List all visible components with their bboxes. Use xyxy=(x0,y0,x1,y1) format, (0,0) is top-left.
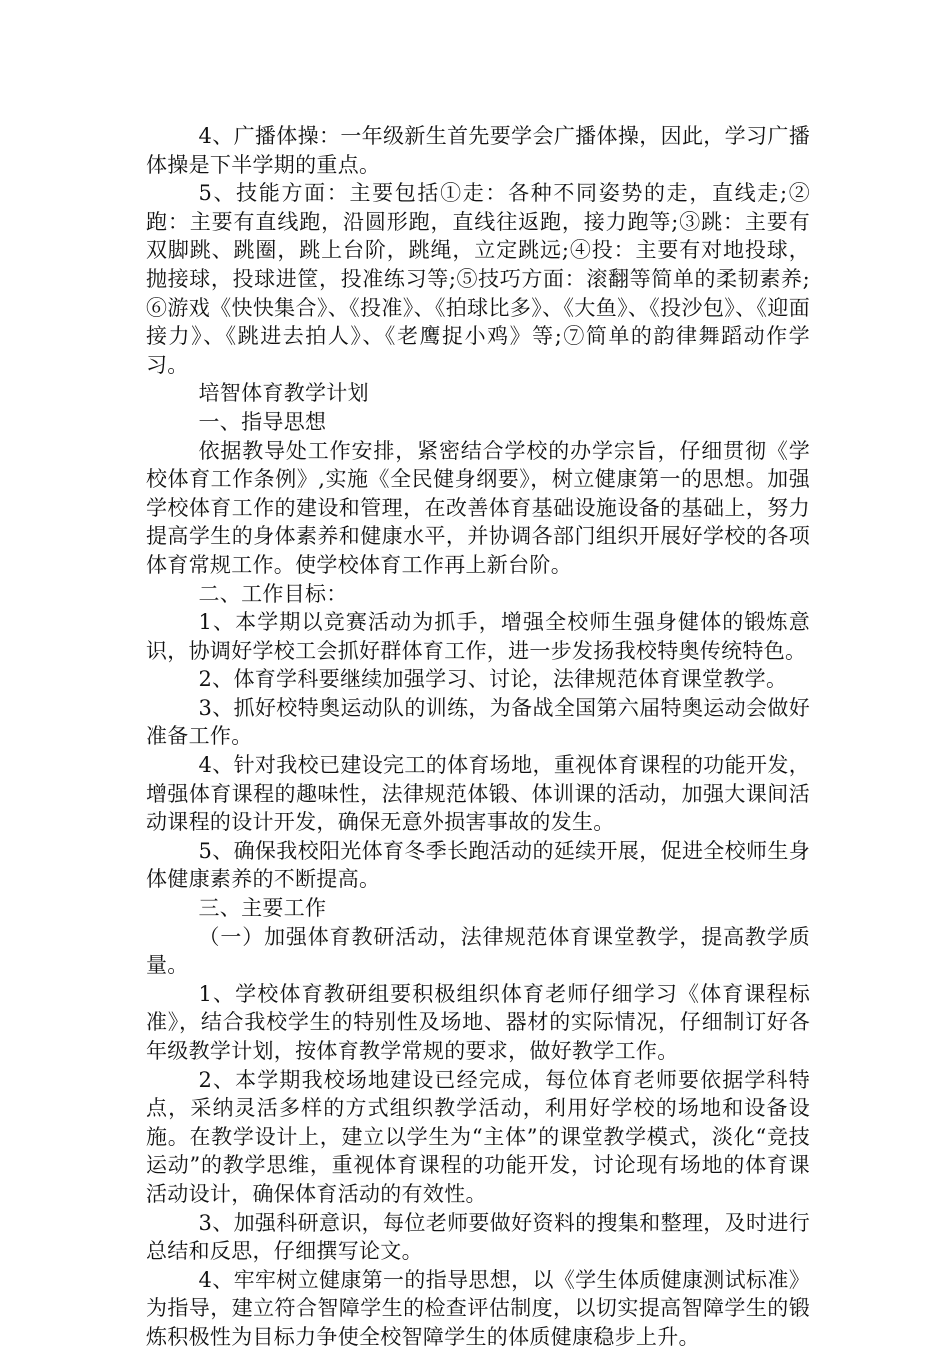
paragraph-guiding-ideology: 依据教导处工作安排，紧密结合学校的办学宗旨，仔细贯彻《学校体育工作条例》,实施《全民健身纲要》，树立健康第一的思想。加强学校体育工作的建设和管理，在改善体育基础设施设备的基础上，努力提高学生的身体素养和健康水平，并协调各部门组织开展好学校的各项体育常规工作。使学校体育工作再上新台阶。 xyxy=(146,438,810,577)
paragraph-skills: 5、技能方面：主要包括①走：各种不同姿势的走，直线走;②跑：主要有直线跑，沿圆形跑，直线往返跑，接力跑等;③跳：主要有双脚跳、跳圈，跳上台阶，跳绳，立定跳远;④投：主要有对地投球，抛接球，投球进筐，投准练习等;⑤技巧方面：滚翻等简单的柔韧素养;⑥游戏《快快集合》、《投准》、《拍球比多》、《大鱼》、《投沙包》、《迎面接力》、《跳进去拍人》、《老鹰捉小鸡》等;⑦简单的韵律舞蹈动作学习。 xyxy=(146,181,810,377)
paragraph-broadcast-exercise: 4、广播体操：一年级新生首先要学会广播体操，因此，学习广播体操是下半学期的重点。 xyxy=(146,124,810,177)
paragraph-work-1: 1、学校体育教研组要积极组织体育老师仔细学习《体育课程标准》，结合我校学生的特别性及场地、器材的实际情况，仔细制订好各年级教学计划，按体育教学常规的要求，做好教学工作。 xyxy=(146,981,810,1063)
heading-guiding-ideology: 一、指导思想 xyxy=(198,409,327,434)
subheading-teaching-research: （一）加强体育教研活动，法律规范体育课堂教学，提高教学质量。 xyxy=(146,924,810,978)
section-title-plan: 培智体育教学计划 xyxy=(198,381,369,406)
paragraph-goal-5: 5、确保我校阳光体育冬季长跑活动的延续开展，促进全校师生身体健康素养的不断提高。 xyxy=(146,838,810,892)
paragraph-work-2: 2、本学期我校场地建设已经完成，每位体育老师要依据学科特点，采纳灵活多样的方式组织教学活动，利用好学校的场地和设备设施。在教学设计上，建立以学生为“主体”的课堂教学模式，淡化“竞技运动”的教学思维，重视体育课程的功能开发，讨论现有场地的体育课活动设计，确保体育活动的有效性。 xyxy=(146,1067,810,1206)
heading-work-goals: 二、工作目标： xyxy=(198,581,348,606)
paragraph-goal-3: 3、抓好校特奥运动队的训练，为备战全国第六届特奥运动会做好准备工作。 xyxy=(146,695,810,749)
paragraph-goal-2: 2、体育学科要继续加强学习、讨论，法律规范体育课堂教学。 xyxy=(198,667,788,692)
paragraph-goal-1: 1、本学期以竞赛活动为抓手，增强全校师生强身健体的锻炼意识，协调好学校工会抓好群体育工作，进一步发扬我校特奥传统特色。 xyxy=(146,610,810,663)
paragraph-goal-4: 4、针对我校已建设完工的体育场地，重视体育课程的功能开发，增强体育课程的趣味性，法律规范体锻、体训课的活动，加强大课间活动课程的设计开发，确保无意外损害事故的发生。 xyxy=(146,753,810,835)
paragraph-work-4: 4、牢牢树立健康第一的指导思想，以《学生体质健康测试标准》为指导，建立符合智障学生的检查评估制度，以切实提高智障学生的锻炼积极性为目标力争使全校智障学生的体质健康稳步上升。 xyxy=(146,1267,810,1349)
heading-main-work: 三、主要工作 xyxy=(198,896,327,921)
paragraph-work-3: 3、加强科研意识，每位老师要做好资料的搜集和整理，及时进行总结和反思，仔细撰写论文。 xyxy=(146,1210,810,1264)
document-body xyxy=(146,122,810,1352)
